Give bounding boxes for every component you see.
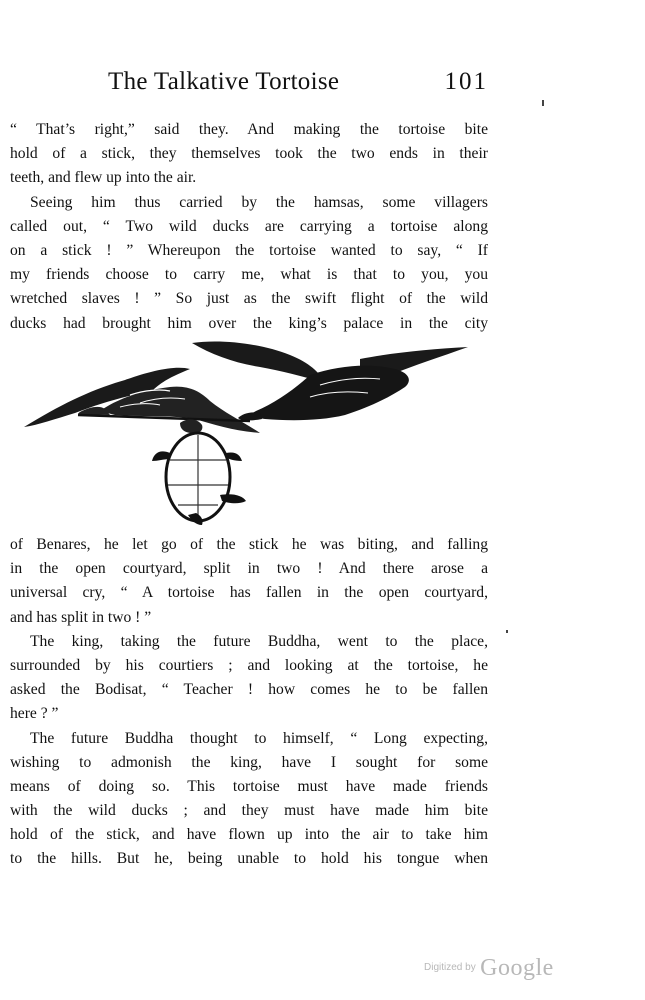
- right-duck-wing: [192, 342, 325, 384]
- text-line: The king, taking the future Buddha, went to the place,: [30, 632, 488, 650]
- running-header: [108, 68, 488, 108]
- text-line: wishing to admonish the king, have I sought for some: [10, 753, 488, 771]
- text-line: called out, “ Two wild ducks are carrying a tortoise along: [10, 217, 488, 235]
- flying-ducks-carrying-tortoise-illustration: [20, 335, 480, 530]
- body-text-bottom: [10, 533, 488, 872]
- text-line: “ That’s right,” said they. And making the tortoise bite: [10, 121, 488, 138]
- tortoise: [152, 419, 246, 525]
- text-line: hold of the stick, and have flown up into the air to take him: [10, 826, 488, 844]
- text-line: of Benares, he let go of the stick he was biting, and falling: [10, 536, 488, 553]
- text-line: to the hills. But he, being unable to hold his tongue when: [10, 850, 488, 868]
- text-line: hold of a stick, they themselves took the two ends in their: [10, 145, 488, 163]
- text-line: and has split in two ! ”: [10, 608, 152, 626]
- text-line: wretched slaves ! ” So just as the swift flight of the wild: [10, 290, 488, 308]
- text-line: on a stick ! ” Whereupon the tortoise wanted to say, “ If: [10, 241, 488, 259]
- text-line: universal cry, “ A tortoise has fallen in the open courtyard,: [10, 584, 488, 602]
- right-duck-head: [238, 412, 262, 420]
- text-line: ducks had brought him over the king’s palace in the city: [10, 314, 488, 332]
- text-line: my friends choose to carry me, what is that to you, you: [10, 266, 488, 284]
- scan-speck: [506, 630, 508, 633]
- scan-speck: [542, 100, 544, 106]
- text-line: teeth, and flew up into the air.: [10, 169, 197, 187]
- text-line: asked the Bodisat, “ Teacher ! how comes he to be fallen: [10, 681, 488, 699]
- text-line: with the wild ducks ; and they must have made him bite: [10, 802, 488, 820]
- digitized-watermark: [424, 955, 554, 982]
- text-line: The future Buddha thought to himself, “ Long expecting,: [30, 729, 488, 747]
- page-number: 101: [444, 68, 488, 95]
- text-line: here ? ”: [10, 705, 59, 723]
- digitized-label: Digitized by: [424, 962, 476, 973]
- text-line: means of doing so. This tortoise must have made friends: [10, 777, 488, 795]
- body-text-top: [10, 118, 488, 336]
- page-title: The Talkative Tortoise: [108, 68, 340, 95]
- google-logo: Google: [480, 955, 554, 981]
- text-line: surrounded by his courtiers ; and looking at the tortoise, he: [10, 656, 488, 674]
- text-line: in the open courtyard, split in two ! And there arose a: [10, 560, 488, 578]
- text-line: Seeing him thus carried by the hamsas, some villagers: [30, 193, 488, 211]
